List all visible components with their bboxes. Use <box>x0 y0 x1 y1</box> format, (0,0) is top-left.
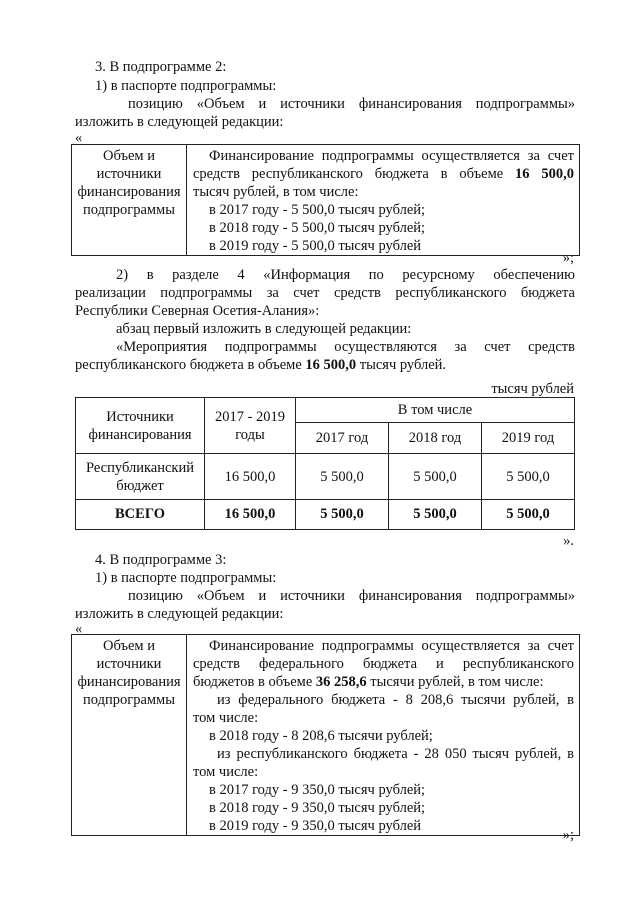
row-2019: 5 500,0 <box>482 454 575 499</box>
row-source: Республиканский бюджет <box>76 454 205 499</box>
passport-text-line: из федерального бюджета - 8 208,6 тысячи рублей, в <box>217 692 574 708</box>
row-2018: 5 500,0 <box>389 499 482 529</box>
passport-left-line: подпрограммы <box>83 202 175 218</box>
passport-text-line: тысяч рублей, в том числе: <box>193 184 359 200</box>
passport-year-line: в 2017 году - 9 350,0 тысяч рублей; <box>209 782 426 798</box>
passport-text-line: Финансирование подпрограммы осуществляется за счет <box>209 148 574 164</box>
passport-right-cell <box>187 145 580 256</box>
passport-amount: 36 258,6 <box>315 674 367 690</box>
section3-item2-line2: реализации подпрограммы за счет средств республиканского бюджета <box>75 285 575 301</box>
section3-close-quote: »; <box>562 250 574 266</box>
mer-text-fragment: тысяч рублей. <box>359 357 447 373</box>
passport-left-line: финансирования <box>77 184 181 200</box>
header-year-2019: 2019 год <box>482 423 575 454</box>
section4-para1-line1: позицию «Объем и источники финансирования подпрограммы» <box>128 588 575 604</box>
passport-left-line: Объем и <box>103 638 155 654</box>
passport-text-line: средств федерального бюджета и республиканского <box>193 656 574 672</box>
section3-item2-line3: Республики Северная Осетия-Алания»: <box>75 303 320 319</box>
section3-item2-line1: 2) в разделе 4 «Информация по ресурсному обеспечению <box>116 267 575 283</box>
header-sources <box>76 398 205 454</box>
section3-close-mark: ». <box>563 533 574 549</box>
row-total: 16 500,0 <box>205 499 296 529</box>
row-source: ВСЕГО <box>76 499 205 529</box>
mer-text-fragment: республиканского бюджета в объеме <box>75 357 302 373</box>
passport-year-line: в 2018 году - 5 500,0 тысяч рублей; <box>209 220 426 236</box>
passport-year-line: в 2018 году - 9 350,0 тысяч рублей; <box>209 800 426 816</box>
header-including: В том числе <box>296 398 575 423</box>
header-year-2018: 2018 год <box>389 423 482 454</box>
passport-year-line: в 2017 году - 5 500,0 тысяч рублей; <box>209 202 426 218</box>
passport-left-line: источники <box>96 166 162 182</box>
section3-open-quote: « <box>75 130 83 146</box>
section3-abzac: абзац первый изложить в следующей редакции: <box>116 321 412 337</box>
section4-close-quote: »; <box>562 827 574 843</box>
section3-item1: 1) в паспорте подпрограммы: <box>95 78 277 94</box>
header-period-text: 2017 - 2019 годы <box>214 408 286 443</box>
passport-left-line: Объем и <box>103 148 155 164</box>
row-2019: 5 500,0 <box>482 499 575 529</box>
section4-item1: 1) в паспорте подпрограммы: <box>95 570 277 586</box>
passport-text-line <box>193 673 574 691</box>
passport-left-cell <box>72 145 187 256</box>
passport-text-line: том числе: <box>193 764 259 780</box>
section3-passport-table <box>71 144 580 256</box>
section4-passport-table <box>71 634 580 836</box>
section4-heading: 4. В подпрограмме 3: <box>95 552 227 568</box>
section4-open-quote: « <box>75 621 83 637</box>
header-period <box>205 398 296 454</box>
mer-amount: 16 500,0 <box>305 357 357 373</box>
section3-mer-line2 <box>75 356 446 374</box>
section3-heading: 3. В подпрограмме 2: <box>95 59 227 75</box>
units-label: тысяч рублей <box>491 381 574 397</box>
section4-para1-line2: изложить в следующей редакции: <box>75 606 284 622</box>
passport-right-cell <box>187 635 580 836</box>
passport-year-line: в 2019 году - 9 350,0 тысяч рублей <box>209 818 422 834</box>
header-year-2017: 2017 год <box>296 423 389 454</box>
passport-year-line: в 2019 году - 5 500,0 тысяч рублей <box>209 238 422 254</box>
passport-left-cell <box>72 635 187 836</box>
passport-text-line: из республиканского бюджета - 28 050 тысяч рублей, в <box>217 746 574 762</box>
table-row-total <box>76 499 575 529</box>
passport-text-fragment: бюджетов в объеме <box>193 674 313 690</box>
row-2017: 5 500,0 <box>296 454 389 499</box>
section3-para1-line2: изложить в следующей редакции: <box>75 114 284 130</box>
section3-mer-line1: «Мероприятия подпрограммы осуществляются за счет средств <box>116 339 575 355</box>
passport-text-line <box>193 165 574 183</box>
section3-para1-line1: позицию «Объем и источники финансирования подпрограммы» <box>128 96 575 112</box>
row-total: 16 500,0 <box>205 454 296 499</box>
header-sources-text: Источники финансирования <box>88 408 192 443</box>
passport-left-line: подпрограммы <box>83 692 175 708</box>
passport-year-line: в 2018 году - 8 208,6 тысячи рублей; <box>209 728 433 744</box>
passport-text-line: Финансирование подпрограммы осуществляется за счет <box>209 638 574 654</box>
financing-table <box>75 397 575 530</box>
row-2017: 5 500,0 <box>296 499 389 529</box>
row-2018: 5 500,0 <box>389 454 482 499</box>
passport-text-fragment: тысячи рублей, в том числе: <box>370 674 544 690</box>
passport-text-line: том числе: <box>193 710 259 726</box>
passport-text-fragment: средств республиканского бюджета в объеме <box>193 166 504 182</box>
passport-amount: 16 500,0 <box>515 166 574 182</box>
table-row <box>76 454 575 499</box>
passport-left-line: источники <box>96 656 162 672</box>
passport-left-line: финансирования <box>77 674 181 690</box>
